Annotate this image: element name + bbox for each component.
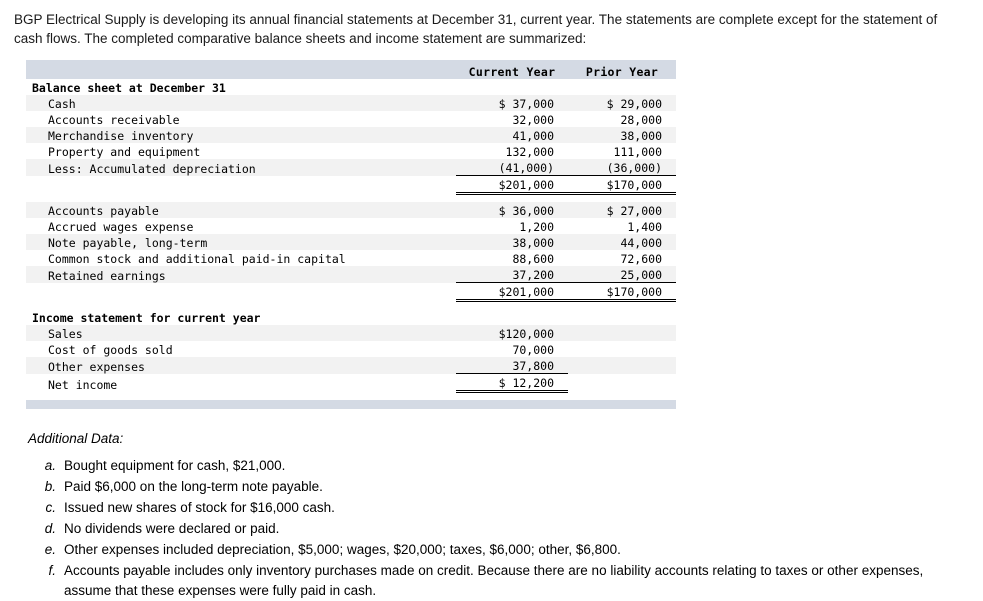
row-prior: 25,000 <box>568 266 676 283</box>
row-label: Common stock and additional paid-in capital <box>26 250 456 266</box>
list-item-marker: c. <box>45 500 56 515</box>
table-row <box>26 325 676 341</box>
row-label: Net income <box>26 374 456 392</box>
row-label <box>26 283 456 301</box>
table-row <box>26 234 676 250</box>
list-item-marker: d. <box>44 521 56 536</box>
balance-sheet-title-row <box>26 79 676 95</box>
row-label: Cost of goods sold <box>26 341 456 357</box>
additional-data-title: Additional Data: <box>28 431 124 446</box>
row-label: Note payable, long-term <box>26 234 456 250</box>
row-label: Accrued wages expense <box>26 218 456 234</box>
row-label <box>26 176 456 194</box>
row-prior: $ 27,000 <box>568 202 676 218</box>
row-prior <box>568 325 676 341</box>
list-item <box>28 477 969 497</box>
additional-data-list <box>28 456 969 601</box>
row-current: $ 12,200 <box>456 374 568 392</box>
table-total-row <box>26 176 676 194</box>
list-item-text: No dividends were declared or paid. <box>64 521 280 536</box>
row-label: Property and equipment <box>26 143 456 159</box>
row-prior: $170,000 <box>568 176 676 194</box>
row-label: Other expenses <box>26 357 456 374</box>
table-header-row <box>26 60 676 79</box>
row-current: (41,000) <box>456 159 568 176</box>
list-item-marker: e. <box>44 542 56 557</box>
table-row <box>26 95 676 111</box>
list-item <box>28 498 969 518</box>
row-current: $ 36,000 <box>456 202 568 218</box>
row-current: 32,000 <box>456 111 568 127</box>
table-row <box>26 266 676 283</box>
table-total-row <box>26 374 676 392</box>
row-current: 88,600 <box>456 250 568 266</box>
list-item <box>28 519 969 539</box>
row-label: Sales <box>26 325 456 341</box>
row-label: Less: Accumulated depreciation <box>26 159 456 176</box>
table-row <box>26 127 676 143</box>
list-item <box>28 456 969 476</box>
row-current: 37,800 <box>456 357 568 374</box>
row-label: Accounts payable <box>26 202 456 218</box>
list-item-text: Issued new shares of stock for $16,000 cash. <box>64 500 335 515</box>
row-prior: (36,000) <box>568 159 676 176</box>
table-row <box>26 159 676 176</box>
row-prior: 38,000 <box>568 127 676 143</box>
row-prior <box>568 374 676 392</box>
row-current: 70,000 <box>456 341 568 357</box>
list-item <box>28 540 969 560</box>
row-prior: 28,000 <box>568 111 676 127</box>
row-label: Accounts receivable <box>26 111 456 127</box>
income-statement-title: Income statement for current year <box>26 309 456 325</box>
header-prior-year: Prior Year <box>568 60 676 79</box>
list-item <box>28 561 969 601</box>
row-label: Merchandise inventory <box>26 127 456 143</box>
table-total-row <box>26 283 676 301</box>
header-label <box>26 60 456 79</box>
list-item-text: Paid $6,000 on the long-term note payable. <box>64 479 323 494</box>
row-current: 132,000 <box>456 143 568 159</box>
row-prior <box>568 357 676 374</box>
row-current: $ 37,000 <box>456 95 568 111</box>
section-spacer <box>26 194 676 203</box>
row-prior: 72,600 <box>568 250 676 266</box>
header-current-year: Current Year <box>456 60 568 79</box>
section-spacer <box>26 301 676 310</box>
row-prior: 1,400 <box>568 218 676 234</box>
section-spacer <box>26 392 676 401</box>
table-row <box>26 357 676 374</box>
row-label: Retained earnings <box>26 266 456 283</box>
row-current: $201,000 <box>456 176 568 194</box>
row-current: 38,000 <box>456 234 568 250</box>
table-row <box>26 341 676 357</box>
table-row <box>26 250 676 266</box>
table-row <box>26 143 676 159</box>
table-row <box>26 111 676 127</box>
row-current: 41,000 <box>456 127 568 143</box>
list-item-marker: b. <box>44 479 56 494</box>
intro-paragraph: BGP Electrical Supply is developing its annual financial statements at December 31, current year. The statements are complete except for the statement of cash flows. The completed comparative balance sheets and income statement are summarized: <box>14 12 938 46</box>
list-item-marker: a. <box>44 458 56 473</box>
row-prior <box>568 341 676 357</box>
list-item-text: Bought equipment for cash, $21,000. <box>64 458 286 473</box>
row-prior: $ 29,000 <box>568 95 676 111</box>
list-item-marker: f. <box>48 563 56 578</box>
table-row <box>26 202 676 218</box>
list-item-text: Accounts payable includes only inventory purchases made on credit. Because there are no liability accounts relating to taxes or other expenses, assume that these expenses were fully paid in cash. <box>64 563 924 598</box>
row-label: Cash <box>26 95 456 111</box>
row-prior: 44,000 <box>568 234 676 250</box>
income-statement-title-row <box>26 309 676 325</box>
row-prior: 111,000 <box>568 143 676 159</box>
financial-statements-table <box>26 60 676 409</box>
row-current: 37,200 <box>456 266 568 283</box>
balance-sheet-title: Balance sheet at December 31 <box>26 79 456 95</box>
row-current: $201,000 <box>456 283 568 301</box>
row-current: $120,000 <box>456 325 568 341</box>
table-row <box>26 218 676 234</box>
table-footer-band <box>26 400 676 409</box>
row-prior: $170,000 <box>568 283 676 301</box>
list-item-text: Other expenses included depreciation, $5,000; wages, $20,000; taxes, $6,000; other, $6,800. <box>64 542 621 557</box>
row-current: 1,200 <box>456 218 568 234</box>
